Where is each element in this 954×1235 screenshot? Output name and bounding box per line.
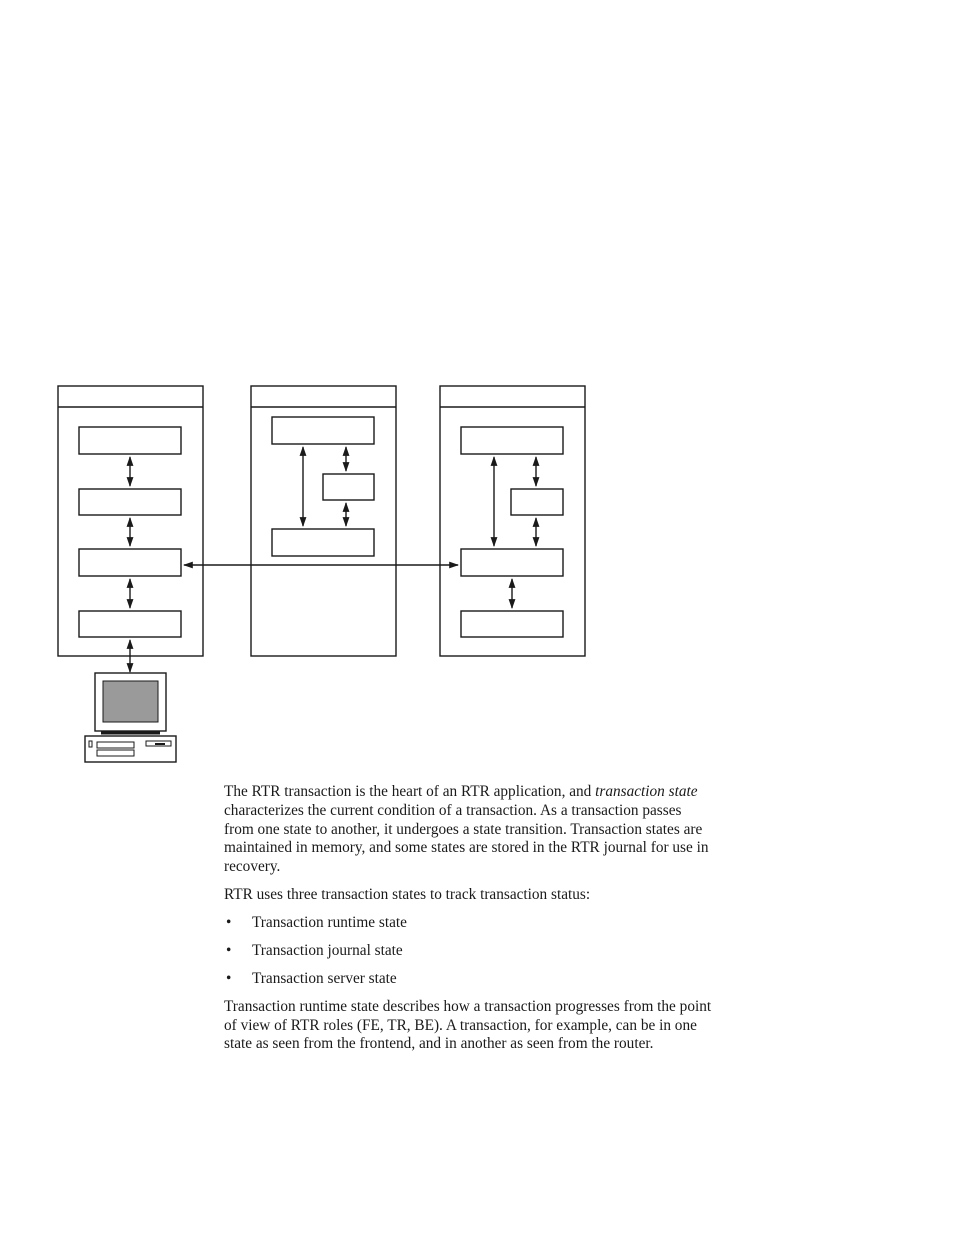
backend-box-small (511, 489, 563, 515)
runtime-state-paragraph: Transaction runtime state describes how a transaction progresses from the point of view of RTR roles (FE, TR, BE). A transaction, for example, can be in one state as seen from the frontend, and in another as seen from the router. (224, 997, 712, 1053)
bullet-marker: • (226, 969, 232, 987)
router-box-top (272, 417, 374, 444)
intro-text-start: The RTR transaction is the heart of an RTR application, and (224, 783, 596, 800)
backend-box-4 (461, 611, 563, 637)
bullet-marker: • (226, 913, 232, 931)
backend-node (440, 386, 585, 656)
intro-text-end: characterizes the current condition of a transaction. As a transaction passes from one state to another, it undergoes a state transition. Transaction states are maintained in memory, and some states are stored in the RTR journal for use in recovery. (224, 801, 709, 876)
power-button (89, 741, 92, 747)
drive-slot-1 (97, 742, 134, 748)
router-box-small (323, 474, 374, 500)
states-intro-paragraph: RTR uses three transaction states to track transaction status: (224, 885, 591, 903)
router-node (251, 386, 396, 656)
router-box-bottom (272, 529, 374, 556)
frontend-box-3 (79, 549, 181, 576)
backend-box-1 (461, 427, 563, 454)
list-item-label: Transaction server state (252, 969, 397, 987)
list-item-label: Transaction runtime state (252, 913, 407, 931)
intro-paragraph (224, 783, 714, 877)
list-item (224, 914, 714, 933)
frontend-box-1 (79, 427, 181, 454)
monitor-screen (103, 681, 158, 722)
list-item-label: Transaction journal state (252, 941, 403, 959)
backend-box-3 (461, 549, 563, 576)
computer-terminal-icon (85, 673, 176, 762)
body-text (224, 783, 714, 1054)
transaction-state-term: transaction state (595, 783, 698, 800)
drive-bay-slot (155, 743, 165, 745)
transaction-states-list (224, 914, 714, 989)
frontend-box-2 (79, 489, 181, 515)
list-item (224, 942, 714, 961)
bullet-marker: • (226, 941, 232, 959)
frontend-box-4 (79, 611, 181, 637)
frontend-node (58, 386, 203, 672)
drive-slot-2 (97, 750, 134, 756)
list-item (224, 970, 714, 989)
computer-case (85, 736, 176, 762)
